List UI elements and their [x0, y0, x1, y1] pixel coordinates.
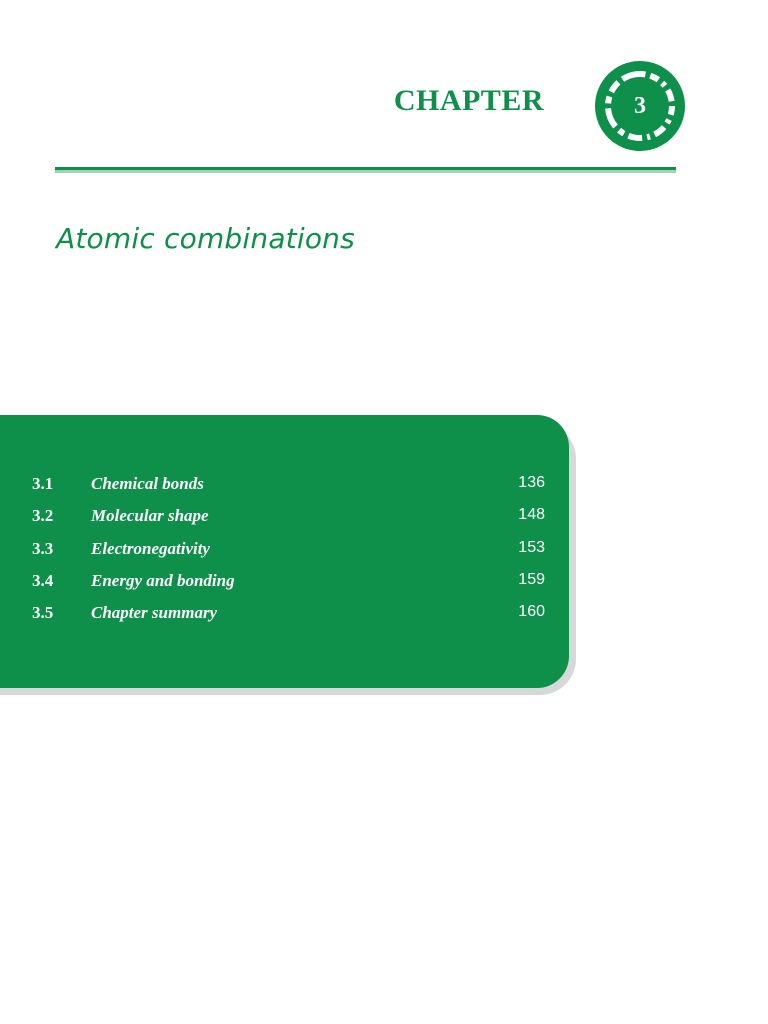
toc-section-number: 3.4	[32, 570, 54, 590]
toc-entry-3-5[interactable]	[0, 599, 569, 631]
toc-entry-3-2[interactable]	[0, 502, 569, 534]
chapter-title: Atomic combinations	[56, 222, 355, 255]
toc-entry-3-3[interactable]	[0, 535, 569, 567]
toc-section-title: Electronegativity	[91, 538, 210, 558]
toc-page-number: 148	[518, 506, 545, 524]
chapter-number: 3	[634, 93, 646, 119]
toc-page-number: 160	[518, 603, 545, 620]
toc-section-number: 3.5	[32, 603, 54, 622]
toc-section-title: Chemical bonds	[91, 474, 204, 493]
toc-section-number: 3.1	[32, 474, 54, 493]
toc-section-number: 3.3	[32, 538, 54, 558]
chapter-heading: CHAPTER	[393, 84, 544, 117]
header-divider	[55, 167, 676, 173]
toc-entry-3-4[interactable]	[0, 567, 569, 599]
chapter-number-badge	[594, 60, 686, 152]
toc-section-title: Molecular shape	[91, 506, 209, 526]
table-of-contents	[0, 470, 569, 631]
toc-section-title: Chapter summary	[91, 603, 218, 622]
toc-page-number: 153	[518, 538, 545, 556]
toc-section-title: Energy and bonding	[91, 570, 235, 590]
toc-page-number: 159	[518, 570, 545, 588]
toc-section-number: 3.2	[32, 506, 54, 526]
toc-entry-3-1[interactable]	[0, 470, 569, 502]
toc-page-number: 136	[518, 474, 545, 491]
